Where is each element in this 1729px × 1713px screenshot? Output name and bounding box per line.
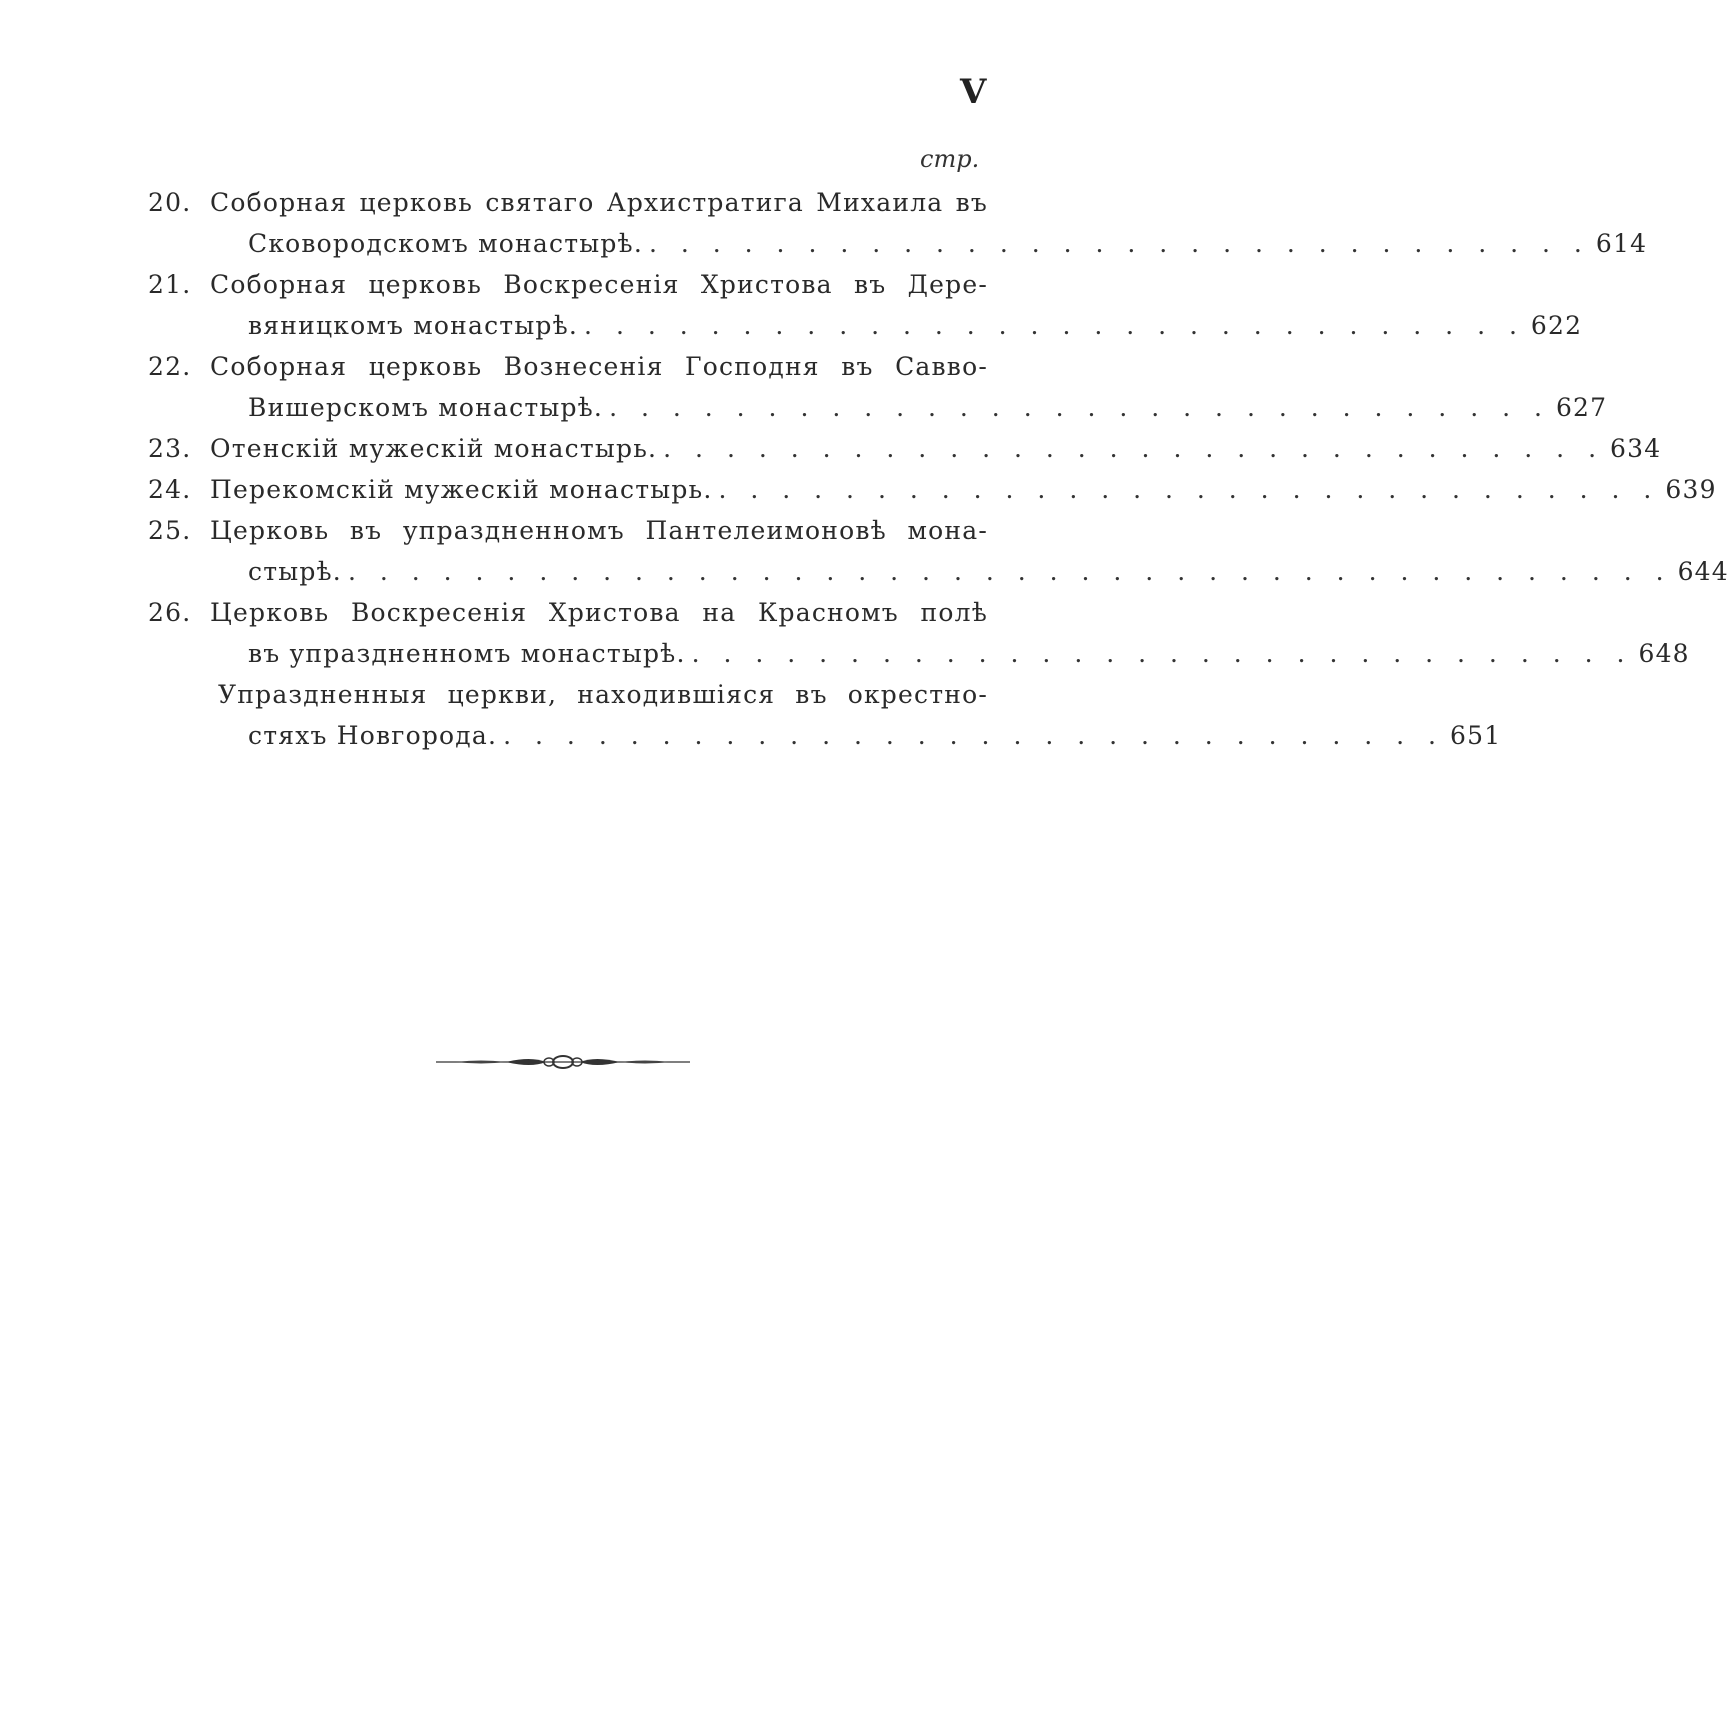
entry-title-line2: Сковородскомъ монастырѣ. xyxy=(248,229,643,258)
entry-title-line2: стяхъ Новгорода. xyxy=(248,721,498,750)
entry-title-line1: Упраздненныя церкви, находившіяся въ окрестно- xyxy=(218,680,988,709)
toc-entry xyxy=(148,674,1502,756)
dot-leader: . . . . . . . . . . . . . . . . . . . . . . . . . . . . . . xyxy=(663,434,1605,463)
dot-leader: . . . . . . . . . . . . . . . . . . . . . . . . . . . . . . xyxy=(584,311,1525,340)
entry-page-number: 627 xyxy=(1555,393,1608,422)
entry-page-number: 639 xyxy=(1665,475,1717,504)
entry-page-number: 614 xyxy=(1595,229,1648,258)
entry-title-line1: Церковь въ упраздненномъ Пантелеимоновѣ мона- xyxy=(210,516,988,545)
dot-leader: . . . . . . . . . . . . . . . . . . . . . . . . . . . . . . xyxy=(691,639,1633,668)
entry-title-line2: вяницкомъ монастырѣ. xyxy=(248,311,579,340)
entry-title-line1: Соборная церковь Воскресенія Христова въ Дере- xyxy=(210,270,988,299)
entry-page-number: 651 xyxy=(1450,721,1502,750)
entry-number: 26. xyxy=(148,598,192,627)
entry-page-number: 648 xyxy=(1638,639,1690,668)
toc-entry xyxy=(148,592,1690,674)
entry-title-line2: Вишерскомъ монастырѣ. xyxy=(248,393,604,422)
toc-entry xyxy=(148,182,1648,264)
page-column-header: стр. xyxy=(920,145,980,173)
dot-leader: . . . . . . . . . . . . . . . . . . . . . . . . . . . . . . xyxy=(648,229,1590,258)
dot-leader: . . . . . . . . . . . . . . . . . . . . . . . . . . . . . . xyxy=(609,393,1550,422)
toc-entry xyxy=(148,346,1608,428)
toc-entry xyxy=(148,264,1583,346)
entry-title: Перекомскій мужескій монастырь. xyxy=(210,475,713,504)
entry-page-number: 622 xyxy=(1530,311,1583,340)
entry-number: 23. xyxy=(148,434,192,463)
table-of-contents xyxy=(148,182,1729,756)
entry-title: Отенскій мужескій монастырь. xyxy=(210,434,658,463)
dot-leader: . . . . . . . . . . . . . . . . . . . . . . . . . . . . . . xyxy=(503,721,1445,750)
entry-page-number: 634 xyxy=(1610,434,1662,463)
dot-leader: . . . . . . . . . . . . . . . . . . . . . . . . . . . . . . . . . . . . . . . . . . xyxy=(347,557,1672,586)
entry-page-number: 644 xyxy=(1677,557,1729,586)
entry-title-line1: Соборная церковь святаго Архистратига Михаила въ xyxy=(210,188,988,217)
ornamental-rule xyxy=(436,1052,690,1072)
toc-entry xyxy=(148,469,1717,510)
dot-leader: . . . . . . . . . . . . . . . . . . . . . . . . . . . . . . xyxy=(718,475,1660,504)
entry-title-line2: въ упраздненномъ монастырѣ. xyxy=(248,639,686,668)
toc-entry xyxy=(148,428,1662,469)
entry-number: 20. xyxy=(148,188,192,217)
toc-entry xyxy=(148,510,1729,592)
entry-number: 22. xyxy=(148,352,192,381)
entry-title-line1: Церковь Воскресенія Христова на Красномъ полѣ xyxy=(210,598,988,627)
entry-number: 24. xyxy=(148,475,192,504)
entry-number: 21. xyxy=(148,270,192,299)
entry-title-line2: стырѣ. xyxy=(248,557,342,586)
entry-number: 25. xyxy=(148,516,192,545)
entry-title-line1: Соборная церковь Вознесенія Господня въ Савво- xyxy=(210,352,988,381)
page-number: V xyxy=(960,72,987,112)
